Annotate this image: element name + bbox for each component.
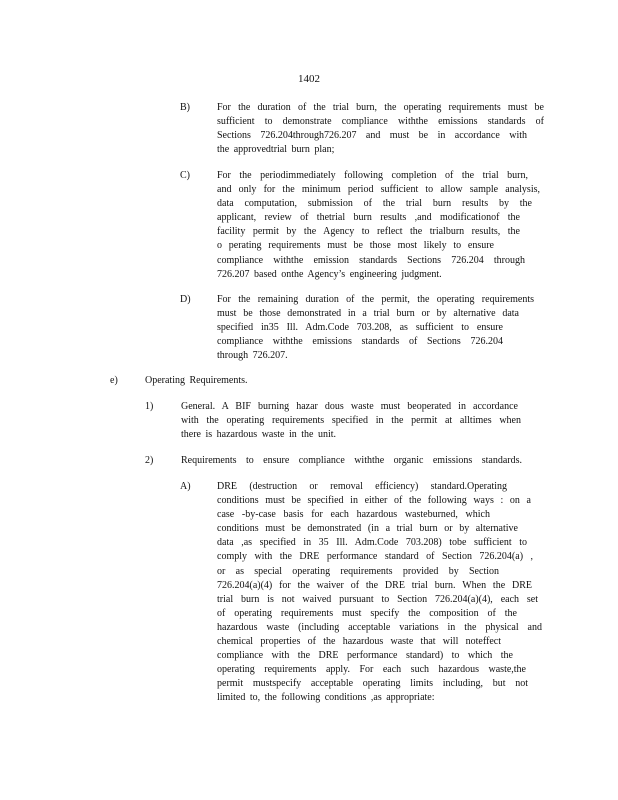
text-line: case -by-case basis for each hazardous wasteburned, which <box>217 509 490 521</box>
text-line: 726.204(a)(4) for the waiver of the DRE trial burn. When the DRE <box>217 579 532 591</box>
item-marker-e2a: A) <box>180 481 191 492</box>
text-line: sufficient to demonstrate compliance withthe emissions standards of <box>217 116 544 128</box>
text-line: and only for the minimum period sufficient to allow sample analysis, <box>217 184 540 196</box>
page-number: 1402 <box>298 73 320 85</box>
text-line: o perating requirements must be those most likely to ensure <box>217 240 494 252</box>
text-line: must be those demonstrated in a trial burn or by alternative data <box>217 308 519 320</box>
text-line: or as special operating requirements provided by Section <box>217 565 499 577</box>
text-line: there is hazardous waste in the unit. <box>181 429 337 441</box>
text-line: Operating Requirements. <box>145 375 248 386</box>
text-line: data ,as specified in 35 Ill. Adm.Code 703.208) tobe sufficient to <box>217 537 527 549</box>
text-line: trial burn is not waived pursuant to Section 726.204(a)(4), each set <box>217 593 538 605</box>
paragraph-b <box>217 101 544 157</box>
text-line: General. A BIF burning hazar dous waste must beoperated in accordance <box>181 401 518 412</box>
text-line: chemical properties of the hazardous waste that will noteffect <box>217 636 501 648</box>
text-line: specified in35 Ill. Adm.Code 703.208, as sufficient to ensure <box>217 322 503 334</box>
text-line: compliance with the DRE performance standard) to which the <box>217 650 513 662</box>
text-line: conditions must be specified in either of the following ways : on a <box>217 495 531 507</box>
text-line: facility permit by the Agency to reflect the trialburn results, the <box>217 226 520 238</box>
paragraph-e1 <box>181 400 521 442</box>
text-line: the approvedtrial burn plan; <box>217 144 335 156</box>
item-marker-e1: 1) <box>145 401 154 412</box>
item-marker-d: D) <box>180 294 191 305</box>
text-line: conditions must be demonstrated (in a trial burn or by alternative <box>217 523 518 535</box>
item-marker-c: C) <box>180 170 190 181</box>
text-line: 726.207 based onthe Agency’s engineering judgment. <box>217 268 442 280</box>
text-line: with the operating requirements specified in the permit at alltimes when <box>181 415 521 427</box>
text-line: Requirements to ensure compliance withthe organic emissions standards. <box>181 455 522 466</box>
item-marker-b: B) <box>180 102 190 113</box>
text-line: For the remaining duration of the permit, the operating requirements <box>217 294 534 305</box>
paragraph-e2a <box>217 480 542 706</box>
text-line: operating requirements apply. For each such hazardous waste,the <box>217 664 526 676</box>
text-line: DRE (destruction or removal efficiency) standard.Operating <box>217 481 507 492</box>
text-line: comply with the DRE performance standard of Section 726.204(a) , <box>217 551 533 563</box>
text-line: compliance withthe emissions standards of Sections 726.204 <box>217 336 503 348</box>
heading-operating-requirements <box>145 374 345 388</box>
paragraph-e2 <box>181 454 522 468</box>
text-line: Sections 726.204through726.207 and must be in accordance with <box>217 130 527 142</box>
item-marker-e2: 2) <box>145 455 154 466</box>
text-line: applicant, review of thetrial burn results ,and modificationof the <box>217 212 520 224</box>
text-line: For the duration of the trial burn, the operating requirements must be <box>217 102 544 113</box>
text-line: through 726.207. <box>217 350 288 362</box>
paragraph-d <box>217 293 534 363</box>
item-marker-e: e) <box>110 375 118 386</box>
text-line: of operating requirements must specify the composition of the <box>217 607 517 619</box>
text-line: permit mustspecify acceptable operating limits including, but not <box>217 678 528 690</box>
text-line: compliance withthe emission standards Sections 726.204 through <box>217 254 525 266</box>
paragraph-c <box>217 169 540 282</box>
text-line: limited to, the following conditions ,as appropriate: <box>217 692 435 704</box>
text-line: data computation, submission of the trial burn results by the <box>217 198 532 210</box>
text-line: For the periodimmediately following completion of the trial burn, <box>217 170 528 181</box>
text-line: hazardous waste (including acceptable variations in the physical and <box>217 621 542 633</box>
